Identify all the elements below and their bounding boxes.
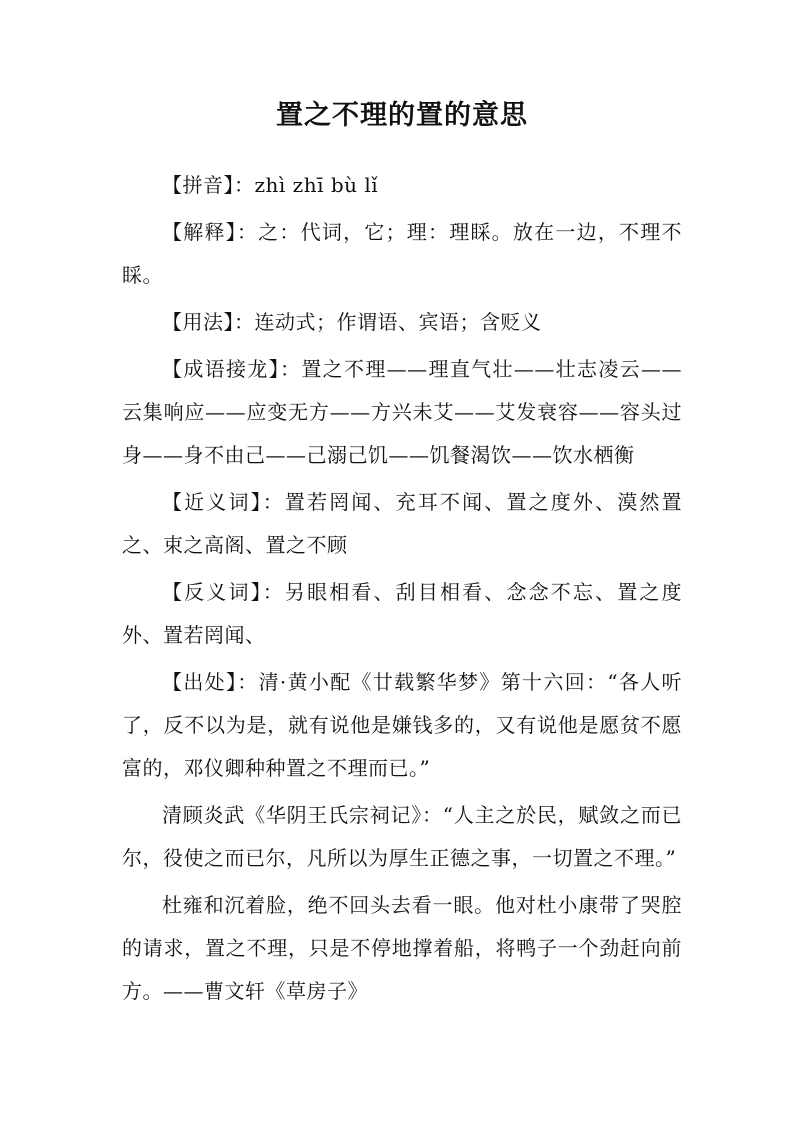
- entry-pinyin: [122, 164, 682, 207]
- entry-separator: ：: [280, 357, 302, 381]
- entry-separator: ：: [262, 580, 285, 604]
- quote-paragraph: 清顾炎武《华阴王氏宗祠记》：“人主之於民，赋敛之而已尔，役使之而已尔，凡所以为厚生正德之事，一切置之不理。”: [122, 803, 682, 870]
- entry-separator: ：: [262, 490, 285, 514]
- entry-separator: ：: [234, 310, 255, 334]
- entry-text: 连动式；作谓语、宾语；含贬义: [254, 310, 542, 334]
- entry-label: 【出处】: [162, 670, 238, 694]
- entry-label: 【解释】: [162, 220, 237, 244]
- entry-label: 【近义词】: [162, 490, 263, 514]
- entry-separator: ：: [237, 670, 259, 694]
- entry-synonyms: [122, 481, 682, 567]
- entry-label: 【成语接龙】: [162, 357, 280, 381]
- document-title: 置之不理的置的意思: [276, 100, 528, 131]
- entry-source: [122, 661, 682, 790]
- entry-text: 之：代词，它；理：理睬。放在一边，不理不睬。: [122, 220, 683, 287]
- entry-idiom-chain: [122, 348, 682, 477]
- document-page: [122, 96, 682, 1013]
- entry-text: 置之不理——理直气壮——壮志凌云——云集响应——应变无方——方兴未艾——艾发衰容——容头过身——身不由己——己溺己饥——饥餐渴饮——饮水栖衡: [122, 357, 683, 467]
- entry-text: 置若罔闻、充耳不闻、置之度外、漠然置之、束之高阁、置之不顾: [122, 490, 683, 557]
- entry-explanation: [122, 211, 682, 297]
- entry-separator: ：: [234, 173, 255, 197]
- entry-text: zhì zhī bù lǐ: [254, 173, 379, 197]
- entry-label: 【反义词】: [162, 580, 263, 604]
- entry-text: 另眼相看、刮目相看、念念不忘、置之度外、置若罔闻、: [122, 580, 683, 647]
- entry-antonyms: [122, 571, 682, 657]
- example-paragraph: 杜雍和沉着脸，绝不回头去看一眼。他对杜小康带了哭腔的请求，置之不理，只是不停地撑着船，将鸭子一个劲赶向前方。——曹文轩《草房子》: [122, 893, 682, 1003]
- entry-label: 【拼音】: [162, 173, 234, 197]
- entry-text: 清·黄小配《廿载繁华梦》第十六回：“各人听了，反不以为是，就有说他是嫌钱多的，又有说他是愿贫不愿富的，邓仪卿种种置之不理而已。”: [122, 670, 683, 780]
- entry-separator: ：: [236, 220, 259, 244]
- entry-label: 【用法】: [162, 310, 234, 334]
- entry-usage: [122, 301, 682, 344]
